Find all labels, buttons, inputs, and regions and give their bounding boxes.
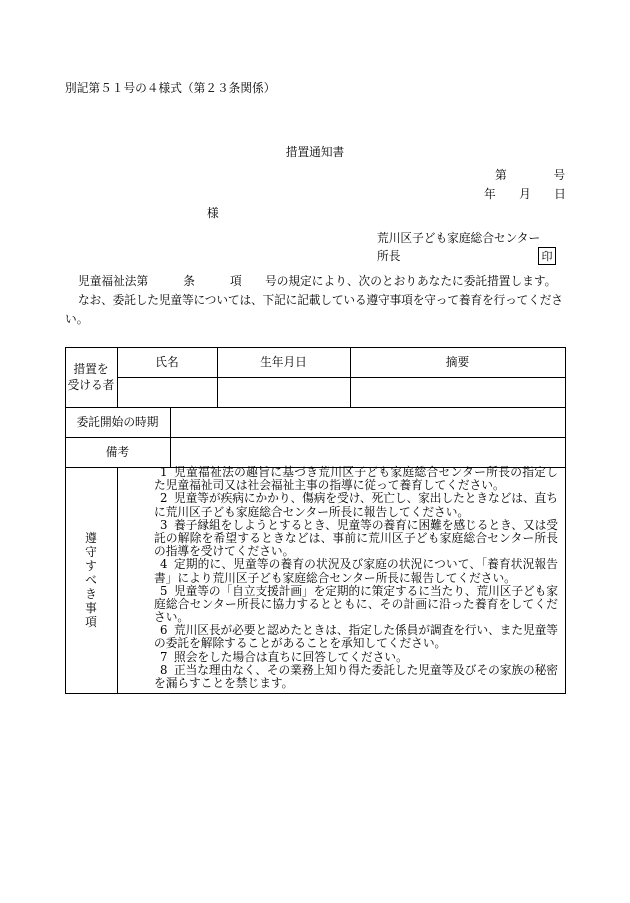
rule-text: 荒川区長が必要と認めたときは、指定した係員が調査を行い、また児童等 <box>174 623 558 638</box>
rule-number: 2 <box>160 491 168 506</box>
column-header-label: 摘要 <box>445 355 470 369</box>
rule-text: 照会をした場合は直ちに回答してください。 <box>174 649 408 664</box>
column-header-summary <box>350 347 565 377</box>
rule-line <box>154 519 564 532</box>
rule-text: 託の解除を希望するときなどは、事前に荒川区子ども家庭総合センター所長 <box>154 530 559 545</box>
rule-number: 5 <box>160 583 168 598</box>
rules-list <box>154 466 564 690</box>
table-rule-vertical <box>117 467 118 693</box>
rule-item <box>154 585 564 625</box>
document-number-line: 第 号 <box>495 168 566 182</box>
column-header-name <box>117 347 217 377</box>
rule-text: 養子縁組をしようとするとき、児童等の養育に困難を感じるとき、又は受 <box>174 517 558 532</box>
rule-line <box>154 598 564 611</box>
recipient-birthdate-cell <box>217 377 350 407</box>
body-paragraph-1: 児童福祉法第 条 項 号の規定により、次のとおりあなたに委託措置します。 <box>78 274 557 288</box>
rule-item <box>154 466 564 492</box>
rule-number: 8 <box>160 662 168 677</box>
rule-text: た児童福祉司又は社会福祉主事の指導に従って養育してください。 <box>154 478 505 493</box>
rule-line <box>154 506 564 519</box>
rule-text: 児童等が疾病にかかり、傷病を受け、死亡し、家出したときなどは、直ち <box>174 491 558 506</box>
column-header-label: 生年月日 <box>260 355 307 369</box>
rule-text: 定期的に、児童等の養育の状況及び家庭の状況について、「養育状況報告 <box>174 557 559 572</box>
rule-line <box>154 651 564 664</box>
start-date-value-cell <box>170 407 565 437</box>
rule-number: 6 <box>160 623 168 638</box>
rule-text: を漏らすことを禁じます。 <box>154 676 294 690</box>
rule-number: 1 <box>160 465 168 479</box>
issuer-organization: 荒川区子ども家庭総合センター <box>377 231 541 245</box>
rule-item <box>154 651 564 664</box>
rule-line <box>154 677 564 690</box>
rule-item <box>154 664 564 690</box>
seal-mark: 印 <box>538 247 556 265</box>
rule-item <box>154 492 564 518</box>
recipient-name-cell <box>117 377 217 407</box>
rule-item <box>154 624 564 650</box>
rule-text: 正当な理由なく、その業務上知り得た委託した児童等及びその家族の秘密 <box>174 662 558 677</box>
column-header-label: 氏名 <box>155 355 179 369</box>
body-paragraph-2-line-2: い。 <box>65 312 89 326</box>
rule-text: の委託を解除することがあることを承知してください。 <box>154 636 447 651</box>
form-reference: 別記第５１号の４様式（第２３条関係） <box>65 81 276 95</box>
rule-number: 3 <box>160 517 168 532</box>
recipient-summary-cell <box>350 377 565 407</box>
rule-number: 4 <box>160 557 168 572</box>
issuer-title: 所長 <box>377 249 401 263</box>
rules-label-vertical: 遵守すべき事項 <box>85 531 97 629</box>
rule-text: 児童等の「自立支援計画」を定期的に策定するに当たり、荒川区子ども家 <box>174 583 558 598</box>
rule-line <box>154 492 564 505</box>
body-paragraph-2-line-1: なお、委託した児童等については、下記に記載している遵守事項を守って養育を行ってくださ <box>78 293 563 307</box>
start-date-label-cell <box>65 407 170 437</box>
rule-text: に荒川区子ども家庭総合センター所長に報告してください。 <box>154 504 470 519</box>
rule-item <box>154 558 564 584</box>
document-date-line: 年 月 日 <box>484 187 566 201</box>
rule-item <box>154 519 564 559</box>
rule-text: 児童福祉法の趣旨に基づき荒川区子ども家庭総合センター所長の指定し <box>174 465 559 479</box>
rule-text: 書」により荒川区子ども家庭総合センター所長に報告してください。 <box>154 570 516 585</box>
rule-text: 庭総合センター所長に協力するとともに、その計画に沿った養育をしてくだ <box>154 596 559 611</box>
rule-line <box>154 572 564 585</box>
rule-line <box>154 558 564 571</box>
start-date-label: 委託開始の時期 <box>76 415 159 429</box>
column-header-birthdate <box>217 347 350 377</box>
remarks-label-cell <box>65 437 170 467</box>
recipient-label-line: 措置を <box>73 362 109 376</box>
rule-line <box>154 585 564 598</box>
document-title: 措置通知書 <box>285 145 345 159</box>
rule-line <box>154 637 564 650</box>
addressee-honorific: 様 <box>207 206 219 220</box>
rule-text: さい。 <box>154 610 190 625</box>
rule-number: 7 <box>160 649 168 664</box>
remarks-value-cell <box>170 437 565 467</box>
recipient-label-line: 受ける者 <box>67 378 115 392</box>
remarks-label: 備考 <box>105 445 130 459</box>
recipient-label-cell <box>65 347 117 407</box>
rule-text: の指導を受けてください。 <box>154 544 295 559</box>
